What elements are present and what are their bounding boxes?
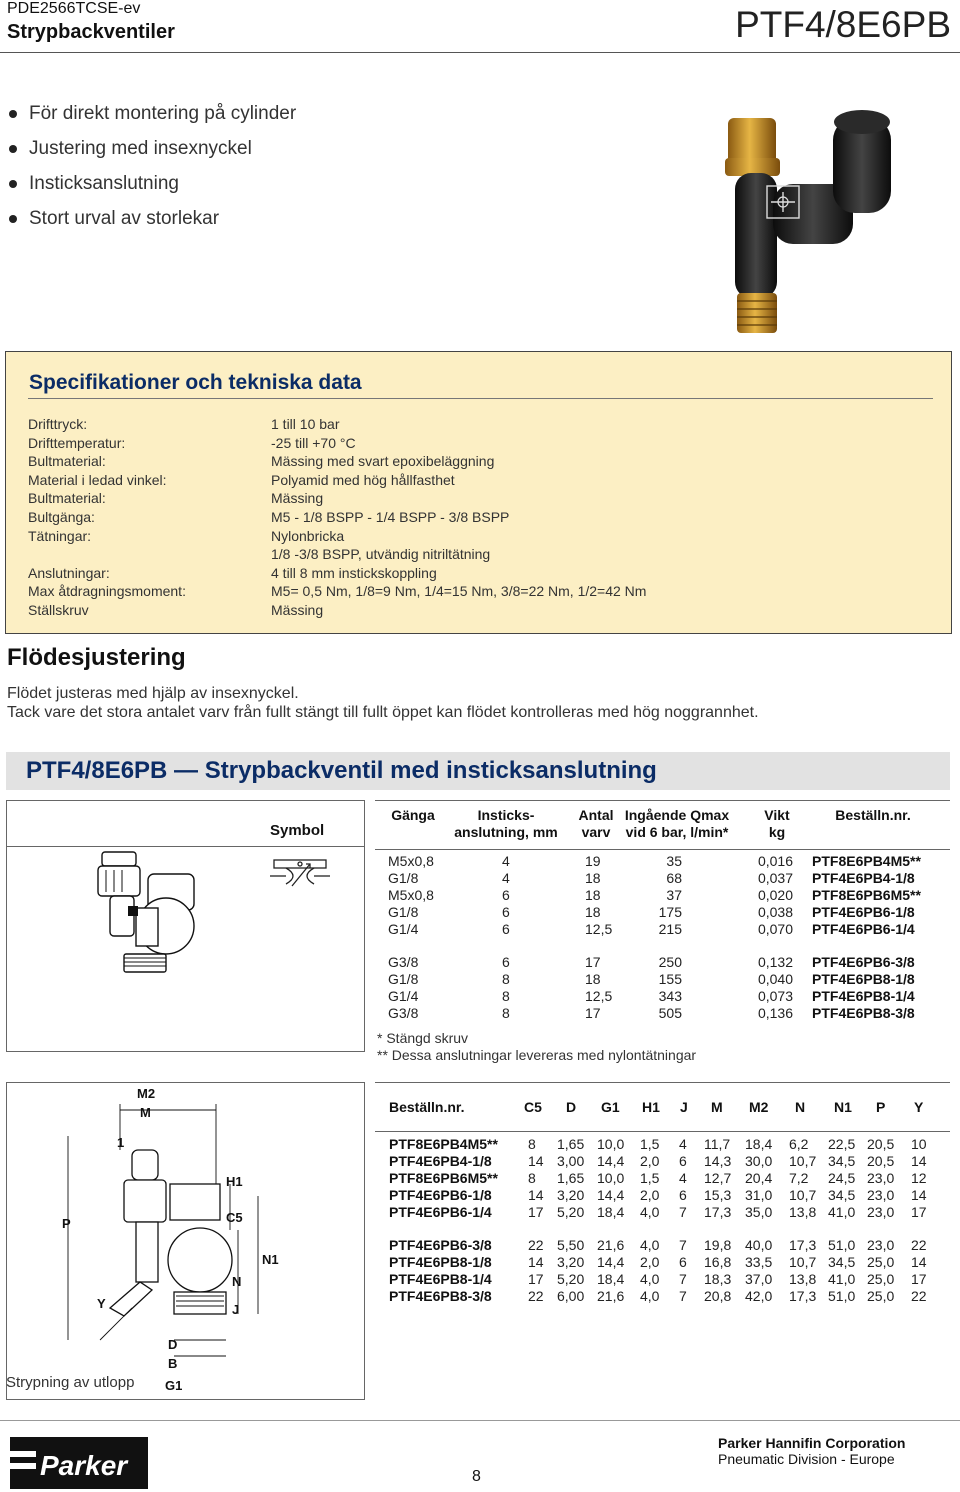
dim-cell: 16,8 (704, 1254, 732, 1270)
order-number-cell: PTF8E6PB6M5** (812, 887, 921, 903)
dim-cell: 21,6 (597, 1237, 625, 1253)
spec-label: Drifttryck: (28, 416, 88, 432)
header-line: Insticks- (477, 807, 535, 823)
dim-cell: 10,7 (789, 1254, 817, 1270)
feature-item: För direkt montering på cylinder (7, 100, 296, 135)
dim-cell: 34,5 (828, 1153, 856, 1169)
dim-cell: 6 (679, 1187, 687, 1203)
dim-cell: 2,0 (640, 1153, 660, 1169)
dim-cell: 14 (911, 1153, 927, 1169)
order-cell: 0,136 (757, 1005, 793, 1021)
header-line: Gänga (391, 807, 435, 823)
dim-cell: 35,0 (745, 1204, 773, 1220)
order-number-cell: PTF4E6PB6-3/8 (812, 954, 915, 970)
dim-cell: 25,0 (867, 1254, 895, 1270)
product-photo (715, 88, 900, 338)
flow-text-1: Flödet justeras med hjälp av insexnyckel. (7, 685, 299, 702)
dim-cell: 20,4 (745, 1170, 773, 1186)
order-cell: 18 (585, 887, 601, 903)
order-cell: 6 (502, 921, 510, 937)
header-line: anslutning, mm (454, 824, 558, 840)
dim-cell: 19,8 (704, 1237, 732, 1253)
dim-cell: 41,0 (828, 1271, 856, 1287)
dim-label-y: Y (97, 1296, 106, 1311)
dim-cell: 7,2 (789, 1170, 809, 1186)
feature-item: Insticksanslutning (7, 170, 296, 205)
spec-label: Bultgänga: (28, 509, 95, 525)
order-cell: 0,070 (757, 921, 793, 937)
order-cell: G1/4 (388, 921, 419, 937)
dim-col-header: M (711, 1099, 723, 1115)
dim-order-number-cell: PTF4E6PB6-1/4 (389, 1204, 492, 1220)
spec-value: 1 till 10 bar (271, 416, 340, 432)
dim-cell: 40,0 (745, 1237, 773, 1253)
order-cell: 18 (585, 870, 601, 886)
valve-symbol-icon (268, 858, 332, 894)
order-cell: 6 (502, 887, 510, 903)
dim-cell: 31,0 (745, 1187, 773, 1203)
dim-cell: 14,3 (704, 1153, 732, 1169)
dim-cell: 13,8 (789, 1204, 817, 1220)
dim-cell: 17 (911, 1204, 927, 1220)
order-cell: 37 (666, 887, 682, 903)
dim-cell: 6 (679, 1254, 687, 1270)
dim-order-number-cell: PTF4E6PB6-3/8 (389, 1237, 492, 1253)
dim-label-n1: N1 (262, 1252, 279, 1267)
dim-cell: 7 (679, 1204, 687, 1220)
header-line: kg (768, 824, 786, 840)
dim-cell: 14 (528, 1187, 544, 1203)
header-line: Beställn.nr. (835, 807, 911, 823)
spec-label: Max åtdragningsmoment: (28, 583, 186, 599)
order-cell: 6 (502, 904, 510, 920)
dim-cell: 4,0 (640, 1271, 660, 1287)
dim-col-header: H1 (642, 1099, 660, 1115)
order-cell: 505 (658, 1005, 682, 1021)
dim-cell: 30,0 (745, 1153, 773, 1169)
dim-cell: 10,0 (597, 1136, 625, 1152)
dim-order-number-cell: PTF8E6PB4M5** (389, 1136, 498, 1152)
dim-cell: 22 (911, 1237, 927, 1253)
dim-order-number-cell: PTF4E6PB8-3/8 (389, 1288, 492, 1304)
spec-value: -25 till +70 °C (271, 435, 356, 451)
dim-cell: 1,5 (640, 1136, 660, 1152)
model-title: PTF4/8E6PB (735, 4, 951, 45)
order-cell: 0,020 (757, 887, 793, 903)
dim-col-header: N (795, 1099, 806, 1115)
dim-cell: 18,4 (745, 1136, 773, 1152)
dim-cell: 4,0 (640, 1288, 660, 1304)
order-cell: G1/8 (388, 870, 419, 886)
dim-cell: 22 (911, 1288, 927, 1304)
dim-label-c5: C5 (226, 1210, 243, 1225)
dim-label-b: B (168, 1356, 178, 1371)
dim-order-number-cell: PTF4E6PB8-1/8 (389, 1254, 492, 1270)
dim-cell: 14 (528, 1254, 544, 1270)
order-cell: G1/4 (388, 988, 419, 1004)
dim-label-j: J (232, 1302, 240, 1317)
dim-cell: 5,20 (557, 1271, 585, 1287)
parker-logo (10, 1437, 148, 1489)
dim-cell: 7 (679, 1288, 687, 1304)
dim-cell: 4,0 (640, 1204, 660, 1220)
dim-col-header: D (566, 1099, 577, 1115)
order-number-cell: PTF4E6PB8-3/8 (812, 1005, 915, 1021)
order-cell: 4 (502, 853, 510, 869)
spec-divider (28, 398, 933, 399)
dim-cell: 10,7 (789, 1187, 817, 1203)
spec-value: 4 till 8 mm instickskoppling (271, 565, 437, 581)
order-number-cell: PTF4E6PB4-1/8 (812, 870, 915, 886)
dim-cell: 14,4 (597, 1153, 625, 1169)
spec-label: Drifttemperatur: (28, 435, 126, 451)
dim-cell: 4 (679, 1136, 687, 1152)
spec-value: Mässing (271, 490, 324, 506)
dim-label-m2: M2 (137, 1086, 156, 1101)
dim-cell: 37,0 (745, 1271, 773, 1287)
order-cell: 0,037 (757, 870, 793, 886)
dim-cell: 22 (528, 1288, 544, 1304)
division-name: Pneumatic Division - Europe (718, 1451, 895, 1467)
order-cell: 4 (502, 870, 510, 886)
dim-col-header: P (876, 1099, 886, 1115)
dim-col-header: J (680, 1099, 688, 1115)
order-cell: 343 (658, 988, 682, 1004)
dim-cell: 14,4 (597, 1254, 625, 1270)
dim-cell: 17 (528, 1204, 544, 1220)
flow-heading: Flödesjustering (7, 644, 186, 671)
order-cell: M5x0,8 (388, 853, 434, 869)
product-line-drawing (88, 846, 200, 976)
svg-text:Parker: Parker (40, 1450, 128, 1481)
order-cell: 8 (502, 988, 510, 1004)
footer-divider (0, 1420, 960, 1421)
order-cell: 250 (658, 954, 682, 970)
spec-title: Specifikationer och tekniska data (29, 371, 362, 394)
dim-order-number-cell: PTF4E6PB6-1/8 (389, 1187, 492, 1203)
header-line: Ingående Qmax (624, 807, 730, 823)
order-cell: 8 (502, 971, 510, 987)
dim-cell: 14 (911, 1254, 927, 1270)
order-cell: G1/8 (388, 971, 419, 987)
dim-cell: 33,5 (745, 1254, 773, 1270)
spec-label: Material i ledad vinkel: (28, 472, 167, 488)
spec-label: Ställskruv (28, 602, 89, 618)
dim-cell: 8 (528, 1170, 536, 1186)
order-cell: 35 (666, 853, 682, 869)
dim-cell: 4,0 (640, 1237, 660, 1253)
spec-value: Mässing med svart epoxibeläggning (271, 453, 495, 469)
dim-col-header: Beställn.nr. (389, 1099, 465, 1115)
dim-cell: 5,20 (557, 1204, 585, 1220)
order-cell: 18 (585, 904, 601, 920)
dim-label-m: M (140, 1105, 151, 1120)
feature-item: Stort urval av storlekar (7, 205, 296, 240)
dim-cell: 41,0 (828, 1204, 856, 1220)
dim-cell: 17 (528, 1271, 544, 1287)
dim-cell: 6,00 (557, 1288, 585, 1304)
dim-cell: 22,5 (828, 1136, 856, 1152)
dim-cell: 15,3 (704, 1187, 732, 1203)
dim-order-number-cell: PTF8E6PB6M5** (389, 1170, 498, 1186)
order-cell: 155 (658, 971, 682, 987)
order-cell: 215 (658, 921, 682, 937)
dim-cell: 1,65 (557, 1136, 585, 1152)
dim-cell: 22 (528, 1237, 544, 1253)
dim-cell: 20,5 (867, 1136, 895, 1152)
dim-cell: 25,0 (867, 1271, 895, 1287)
spec-value: Mässing (271, 602, 324, 618)
page-number: 8 (472, 1468, 481, 1485)
footnote-nylon-seals: ** Dessa anslutningar levereras med nylontätningar (377, 1047, 697, 1063)
dim-cell: 3,00 (557, 1153, 585, 1169)
feature-item: Justering med insexnyckel (7, 135, 296, 170)
dim-cell: 3,20 (557, 1187, 585, 1203)
dim-order-number-cell: PTF4E6PB8-1/4 (389, 1271, 492, 1287)
order-number-cell: PTF8E6PB4M5** (812, 853, 921, 869)
dim-cell: 13,8 (789, 1271, 817, 1287)
order-col-header (813, 807, 933, 824)
order-cell: M5x0,8 (388, 887, 434, 903)
order-cell: 0,132 (757, 954, 793, 970)
order-cell: G3/8 (388, 954, 419, 970)
dim-cell: 42,0 (745, 1288, 773, 1304)
order-cell: 0,073 (757, 988, 793, 1004)
dim-cell: 23,0 (867, 1204, 895, 1220)
dim-cell: 51,0 (828, 1237, 856, 1253)
order-cell: 12,5 (585, 921, 613, 937)
dim-label-p: P (62, 1216, 71, 1231)
order-cell: 12,5 (585, 988, 613, 1004)
dim-col-header: N1 (834, 1099, 852, 1115)
dim-cell: 10 (911, 1136, 927, 1152)
dim-cell: 6 (679, 1153, 687, 1169)
header-line: varv (581, 824, 611, 840)
order-cell: 0,016 (757, 853, 793, 869)
dim-cell: 18,4 (597, 1271, 625, 1287)
dim-cell: 12 (911, 1170, 927, 1186)
document-code: PDE2566TCSE-ev (7, 0, 141, 17)
order-number-cell: PTF4E6PB6-1/4 (812, 921, 915, 937)
drawing-caption: Strypning av utlopp (6, 1374, 135, 1391)
order-cell: 17 (585, 1005, 601, 1021)
page-title: Strypbackventiler (7, 21, 175, 43)
dim-cell: 21,6 (597, 1288, 625, 1304)
dim-cell: 17,3 (789, 1288, 817, 1304)
order-cell: 8 (502, 1005, 510, 1021)
spec-label: Tätningar: (28, 528, 92, 544)
order-cell: 19 (585, 853, 601, 869)
dim-cell: 14 (911, 1187, 927, 1203)
dim-cell: 6,2 (789, 1136, 809, 1152)
dim-col-header: C5 (524, 1099, 542, 1115)
dim-cell: 10,0 (597, 1170, 625, 1186)
header-divider (0, 52, 960, 53)
company-name: Parker Hannifin Corporation (718, 1435, 906, 1451)
dim-cell: 5,50 (557, 1237, 585, 1253)
spec-value: M5 - 1/8 BSPP - 1/4 BSPP - 3/8 BSPP (271, 509, 510, 525)
order-cell: 6 (502, 954, 510, 970)
dim-label-g1: G1 (165, 1378, 183, 1393)
spec-value: M5= 0,5 Nm, 1/8=9 Nm, 1/4=15 Nm, 3/8=22 Nm, 1/2=42 Nm (271, 583, 647, 599)
symbol-label: Symbol (270, 822, 325, 839)
dim-cell: 12,7 (704, 1170, 732, 1186)
dim-cell: 18,4 (597, 1204, 625, 1220)
dim-cell: 7 (679, 1237, 687, 1253)
header-line: Vikt (764, 807, 790, 823)
dim-cell: 7 (679, 1271, 687, 1287)
footnote-closed-screw: * Stängd skruv (377, 1030, 469, 1046)
flow-text-2: Tack vare det stora antalet varv från fullt stängt till fullt öppet kan flödet kontrolleras med hög noggrannhet. (7, 704, 759, 721)
order-cell: 0,040 (757, 971, 793, 987)
dim-cell: 17 (911, 1271, 927, 1287)
dim-cell: 18,3 (704, 1271, 732, 1287)
order-cell: 0,038 (757, 904, 793, 920)
dim-cell: 4 (679, 1170, 687, 1186)
header-line: Antal (578, 807, 614, 823)
dim-cell: 34,5 (828, 1254, 856, 1270)
spec-label: Anslutningar: (28, 565, 110, 581)
section-title: PTF4/8E6PB — Strypbackventil med insticksanslutning (26, 757, 657, 784)
dim-cell: 10,7 (789, 1153, 817, 1169)
dim-label-h1: H1 (226, 1174, 243, 1189)
dim-label-1: 1 (117, 1135, 125, 1150)
dim-cell: 25,0 (867, 1288, 895, 1304)
dim-cell: 1,5 (640, 1170, 660, 1186)
dim-cell: 20,5 (867, 1153, 895, 1169)
header-line: vid 6 bar, l/min* (625, 824, 729, 840)
spec-label: Bultmaterial: (28, 453, 106, 469)
dim-cell: 51,0 (828, 1288, 856, 1304)
dim-cell: 14,4 (597, 1187, 625, 1203)
spec-label: Bultmaterial: (28, 490, 106, 506)
dim-cell: 8 (528, 1136, 536, 1152)
dim-cell: 14 (528, 1153, 544, 1169)
order-cell: G1/8 (388, 904, 419, 920)
spec-value: Nylonbricka (271, 528, 345, 544)
order-number-cell: PTF4E6PB6-1/8 (812, 904, 915, 920)
feature-list (7, 100, 296, 240)
order-cell: 175 (658, 904, 682, 920)
dim-cell: 24,5 (828, 1170, 856, 1186)
dim-col-header: G1 (601, 1099, 620, 1115)
order-cell: 17 (585, 954, 601, 970)
dim-cell: 34,5 (828, 1187, 856, 1203)
dim-order-number-cell: PTF4E6PB4-1/8 (389, 1153, 492, 1169)
dim-cell: 17,3 (704, 1204, 732, 1220)
order-cell: 68 (666, 870, 682, 886)
dim-cell: 3,20 (557, 1254, 585, 1270)
spec-value: 1/8 -3/8 BSPP, utvändig nitriltätning (271, 546, 491, 562)
dim-cell: 17,3 (789, 1237, 817, 1253)
order-number-cell: PTF4E6PB8-1/4 (812, 988, 915, 1004)
dim-col-header: Y (914, 1099, 924, 1115)
order-cell: G3/8 (388, 1005, 419, 1021)
dim-label-d: D (168, 1337, 178, 1352)
dim-cell: 11,7 (704, 1136, 731, 1152)
dim-cell: 23,0 (867, 1187, 895, 1203)
dim-label-n: N (232, 1274, 242, 1289)
dim-col-header: M2 (749, 1099, 769, 1115)
order-cell: 18 (585, 971, 601, 987)
dim-cell: 23,0 (867, 1170, 895, 1186)
dim-cell: 2,0 (640, 1254, 660, 1270)
dim-cell: 23,0 (867, 1237, 895, 1253)
spec-value: Polyamid med hög hållfasthet (271, 472, 455, 488)
dim-cell: 2,0 (640, 1187, 660, 1203)
dim-cell: 1,65 (557, 1170, 585, 1186)
dim-cell: 20,8 (704, 1288, 732, 1304)
order-number-cell: PTF4E6PB8-1/8 (812, 971, 915, 987)
